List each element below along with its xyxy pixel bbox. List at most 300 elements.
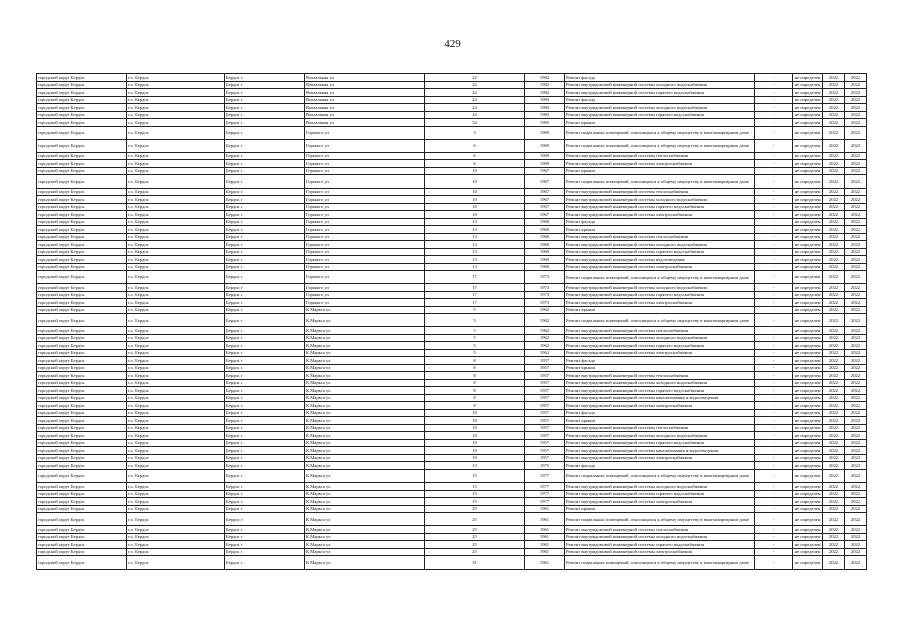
city-cell: Бердск г bbox=[225, 248, 305, 256]
house-number-cell: 3 bbox=[425, 126, 525, 139]
empty-value-cell: - bbox=[755, 248, 793, 256]
city-cell: Бердск г bbox=[225, 417, 305, 425]
condition-cell: не определен bbox=[793, 526, 823, 534]
work-type-cell: Ремонт внутридомовой инженерной системы горячего водоснабжения bbox=[565, 291, 755, 299]
municipality-cell: городской округ Бердск bbox=[37, 417, 127, 425]
empty-value-cell: - bbox=[755, 432, 793, 440]
street-cell: К.Маркса ул bbox=[305, 447, 425, 455]
end-year-cell: 2022 bbox=[845, 74, 867, 82]
work-type-cell: Ремонт подвальных помещений, относящихся к общему имуществу в многоквартирном доме bbox=[565, 175, 755, 188]
work-type-cell: Ремонт подвальных помещений, относящихся к общему имуществу в многоквартирном доме bbox=[565, 139, 755, 152]
page-number: 429 bbox=[444, 38, 461, 50]
empty-value-cell: - bbox=[755, 364, 793, 372]
municipality-cell: городской округ Бердск bbox=[37, 226, 127, 234]
house-number-cell: 13 bbox=[425, 263, 525, 271]
city-cell: Бердск г bbox=[225, 402, 305, 410]
street-cell: Горького ул bbox=[305, 139, 425, 152]
municipality-cell: городской округ Бердск bbox=[37, 104, 127, 112]
condition-cell: не определен bbox=[793, 334, 823, 342]
start-year-cell: 2022 bbox=[823, 89, 845, 97]
start-year-cell: 2022 bbox=[823, 372, 845, 380]
start-year-cell: 2022 bbox=[823, 513, 845, 526]
start-year-cell: 2022 bbox=[823, 188, 845, 196]
start-year-cell: 2022 bbox=[823, 241, 845, 249]
table-row bbox=[37, 409, 867, 417]
municipality-cell: городской округ Бердск bbox=[37, 175, 127, 188]
work-type-cell: Ремонт внутридомовой инженерной системы холодного водоснабжения bbox=[565, 284, 755, 292]
work-type-cell: Ремонт подвальных помещений, относящихся к общему имуществу в многоквартирном доме bbox=[565, 556, 755, 569]
end-year-cell: 2022 bbox=[845, 299, 867, 307]
work-type-cell: Ремонт внутридомовой инженерной системы электроснабжения bbox=[565, 402, 755, 410]
start-year-cell: 2022 bbox=[823, 462, 845, 470]
build-year-cell: 1957 bbox=[525, 364, 565, 372]
municipality-type-cell: г.о. Бердск bbox=[127, 188, 225, 196]
start-year-cell: 2022 bbox=[823, 483, 845, 491]
end-year-cell: 2022 bbox=[845, 462, 867, 470]
empty-value-cell: - bbox=[755, 483, 793, 491]
street-cell: К.Маркса ул bbox=[305, 533, 425, 541]
street-cell: Горького ул bbox=[305, 291, 425, 299]
work-type-cell: Ремонт внутридомовой инженерной системы канализования и водоотведения bbox=[565, 394, 755, 402]
condition-cell: не определен bbox=[793, 291, 823, 299]
empty-value-cell: - bbox=[755, 126, 793, 139]
city-cell: Бердск г bbox=[225, 314, 305, 327]
empty-value-cell: - bbox=[755, 89, 793, 97]
table-row bbox=[37, 263, 867, 271]
start-year-cell: 2022 bbox=[823, 454, 845, 462]
work-type-cell: Ремонт внутридомовой инженерной системы электроснабжения bbox=[565, 299, 755, 307]
street-cell: Горького ул bbox=[305, 160, 425, 168]
end-year-cell: 2022 bbox=[845, 454, 867, 462]
condition-cell: не определен bbox=[793, 387, 823, 395]
municipality-type-cell: г.о. Бердск bbox=[127, 372, 225, 380]
empty-value-cell: - bbox=[755, 299, 793, 307]
municipality-type-cell: г.о. Бердск bbox=[127, 447, 225, 455]
street-cell: К.Маркса ул bbox=[305, 372, 425, 380]
start-year-cell: 2022 bbox=[823, 271, 845, 284]
work-type-cell: Ремонт внутридомовой инженерной системы водоотведения bbox=[565, 256, 755, 264]
city-cell: Бердск г bbox=[225, 513, 305, 526]
work-type-cell: Ремонт внутридомовой инженерной системы канализования и водоотведения bbox=[565, 447, 755, 455]
municipality-type-cell: г.о. Бердск bbox=[127, 81, 225, 89]
table-row bbox=[37, 241, 867, 249]
end-year-cell: 2022 bbox=[845, 490, 867, 498]
city-cell: Бердск г bbox=[225, 81, 305, 89]
build-year-cell: 1960 bbox=[525, 263, 565, 271]
build-year-cell: 1957 bbox=[525, 357, 565, 365]
city-cell: Бердск г bbox=[225, 211, 305, 219]
municipality-type-cell: г.о. Бердск bbox=[127, 175, 225, 188]
city-cell: Бердск г bbox=[225, 541, 305, 549]
municipality-type-cell: г.о. Бердск bbox=[127, 218, 225, 226]
end-year-cell: 2022 bbox=[845, 439, 867, 447]
work-type-cell: Ремонт подвальных помещений, относящихся к общему имуществу в многоквартирном доме bbox=[565, 513, 755, 526]
work-type-cell: Ремонт внутридомовой инженерной системы холодного водоснабжения bbox=[565, 432, 755, 440]
municipality-cell: городской округ Бердск bbox=[37, 139, 127, 152]
table-row bbox=[37, 483, 867, 491]
municipality-type-cell: г.о. Бердск bbox=[127, 526, 225, 534]
table-body bbox=[37, 74, 867, 570]
house-number-cell: 10 bbox=[425, 454, 525, 462]
condition-cell: не определен bbox=[793, 74, 823, 82]
empty-value-cell: - bbox=[755, 119, 793, 127]
work-type-cell: Ремонт подвальных помещений, относящихся к общему имуществу в многоквартирном доме bbox=[565, 314, 755, 327]
end-year-cell: 2022 bbox=[845, 394, 867, 402]
work-type-cell: Ремонт внутридомовой инженерной системы горячего водоснабжения bbox=[565, 541, 755, 549]
municipality-cell: городской округ Бердск bbox=[37, 541, 127, 549]
end-year-cell: 2022 bbox=[845, 372, 867, 380]
build-year-cell: 1983 bbox=[525, 104, 565, 112]
condition-cell: не определен bbox=[793, 119, 823, 127]
work-type-cell: Ремонт подвальных помещений, относящихся к общему имуществу в многоквартирном доме bbox=[565, 126, 755, 139]
street-cell: К.Маркса ул bbox=[305, 541, 425, 549]
work-type-cell: Ремонт внутридомовой инженерной системы холодного водоснабжения bbox=[565, 104, 755, 112]
build-year-cell: 1957 bbox=[525, 409, 565, 417]
house-number-cell: 10 bbox=[425, 196, 525, 204]
end-year-cell: 2022 bbox=[845, 342, 867, 350]
build-year-cell: 1967 bbox=[525, 196, 565, 204]
municipality-cell: городской округ Бердск bbox=[37, 126, 127, 139]
street-cell: К.Маркса ул bbox=[305, 327, 425, 335]
street-cell: Горького ул bbox=[305, 263, 425, 271]
condition-cell: не определен bbox=[793, 256, 823, 264]
end-year-cell: 2022 bbox=[845, 526, 867, 534]
start-year-cell: 2022 bbox=[823, 526, 845, 534]
condition-cell: не определен bbox=[793, 160, 823, 168]
build-year-cell: 1969 bbox=[525, 152, 565, 160]
house-number-cell: 25 bbox=[425, 526, 525, 534]
condition-cell: не определен bbox=[793, 152, 823, 160]
municipality-type-cell: г.о. Бердск bbox=[127, 548, 225, 556]
start-year-cell: 2022 bbox=[823, 74, 845, 82]
build-year-cell: 1982 bbox=[525, 89, 565, 97]
house-number-cell: 10 bbox=[425, 447, 525, 455]
table-row bbox=[37, 454, 867, 462]
start-year-cell: 2022 bbox=[823, 284, 845, 292]
city-cell: Бердск г bbox=[225, 233, 305, 241]
street-cell: К.Маркса ул bbox=[305, 357, 425, 365]
street-cell: Вокзальная ул bbox=[305, 81, 425, 89]
municipality-type-cell: г.о. Бердск bbox=[127, 439, 225, 447]
municipality-cell: городской округ Бердск bbox=[37, 469, 127, 482]
city-cell: Бердск г bbox=[225, 379, 305, 387]
street-cell: Горького ул bbox=[305, 126, 425, 139]
end-year-cell: 2022 bbox=[845, 409, 867, 417]
city-cell: Бердск г bbox=[225, 432, 305, 440]
end-year-cell: 2022 bbox=[845, 126, 867, 139]
build-year-cell: 1957 bbox=[525, 447, 565, 455]
city-cell: Бердск г bbox=[225, 167, 305, 175]
street-cell: К.Маркса ул bbox=[305, 334, 425, 342]
end-year-cell: 2022 bbox=[845, 417, 867, 425]
table-row bbox=[37, 364, 867, 372]
build-year-cell: 1973 bbox=[525, 271, 565, 284]
municipality-type-cell: г.о. Бердск bbox=[127, 291, 225, 299]
table-row bbox=[37, 104, 867, 112]
municipality-cell: городской округ Бердск bbox=[37, 439, 127, 447]
end-year-cell: 2022 bbox=[845, 327, 867, 335]
work-type-cell: Ремонт внутридомовой инженерной системы теплоснабжения bbox=[565, 233, 755, 241]
empty-value-cell: - bbox=[755, 409, 793, 417]
empty-value-cell: - bbox=[755, 498, 793, 506]
work-type-cell: Ремонт фасада bbox=[565, 96, 755, 104]
house-number-cell: 10 bbox=[425, 203, 525, 211]
build-year-cell: 1961 bbox=[525, 548, 565, 556]
street-cell: Вокзальная ул bbox=[305, 111, 425, 119]
street-cell: Горького ул bbox=[305, 196, 425, 204]
municipality-cell: городской округ Бердск bbox=[37, 203, 127, 211]
street-cell: К.Маркса ул bbox=[305, 469, 425, 482]
house-number-cell: 17 bbox=[425, 271, 525, 284]
condition-cell: не определен bbox=[793, 96, 823, 104]
table-row bbox=[37, 379, 867, 387]
table-row bbox=[37, 119, 867, 127]
build-year-cell: 1957 bbox=[525, 394, 565, 402]
city-cell: Бердск г bbox=[225, 349, 305, 357]
work-type-cell: Ремонт внутридомовой инженерной системы горячего водоснабжения bbox=[565, 342, 755, 350]
start-year-cell: 2022 bbox=[823, 556, 845, 569]
work-type-cell: Ремонт внутридомовой инженерной системы горячего водоснабжения bbox=[565, 203, 755, 211]
end-year-cell: 2022 bbox=[845, 314, 867, 327]
work-type-cell: Ремонт внутридомовой инженерной системы холодного водоснабжения bbox=[565, 241, 755, 249]
condition-cell: не определен bbox=[793, 417, 823, 425]
condition-cell: не определен bbox=[793, 357, 823, 365]
build-year-cell: 1961 bbox=[525, 541, 565, 549]
condition-cell: не определен bbox=[793, 314, 823, 327]
start-year-cell: 2022 bbox=[823, 432, 845, 440]
work-type-cell: Ремонт внутридомовой инженерной системы холодного водоснабжения bbox=[565, 533, 755, 541]
municipality-cell: городской округ Бердск bbox=[37, 81, 127, 89]
condition-cell: не определен bbox=[793, 454, 823, 462]
street-cell: К.Маркса ул bbox=[305, 314, 425, 327]
house-number-cell: 5 bbox=[425, 314, 525, 327]
house-number-cell: 25 bbox=[425, 548, 525, 556]
end-year-cell: 2022 bbox=[845, 271, 867, 284]
house-number-cell: 15 bbox=[425, 498, 525, 506]
condition-cell: не определен bbox=[793, 432, 823, 440]
municipality-type-cell: г.о. Бердск bbox=[127, 256, 225, 264]
end-year-cell: 2022 bbox=[845, 188, 867, 196]
municipality-type-cell: г.о. Бердск bbox=[127, 284, 225, 292]
empty-value-cell: - bbox=[755, 218, 793, 226]
start-year-cell: 2022 bbox=[823, 196, 845, 204]
condition-cell: не определен bbox=[793, 364, 823, 372]
condition-cell: не определен bbox=[793, 379, 823, 387]
work-type-cell: Ремонт внутридомовой инженерной системы горячего водоснабжения bbox=[565, 248, 755, 256]
municipality-type-cell: г.о. Бердск bbox=[127, 248, 225, 256]
empty-value-cell: - bbox=[755, 74, 793, 82]
table-row bbox=[37, 498, 867, 506]
start-year-cell: 2022 bbox=[823, 299, 845, 307]
street-cell: Вокзальная ул bbox=[305, 119, 425, 127]
build-year-cell: 1961 bbox=[525, 556, 565, 569]
build-year-cell: 1957 bbox=[525, 424, 565, 432]
municipality-type-cell: г.о. Бердск bbox=[127, 387, 225, 395]
empty-value-cell: - bbox=[755, 526, 793, 534]
municipality-type-cell: г.о. Бердск bbox=[127, 203, 225, 211]
empty-value-cell: - bbox=[755, 424, 793, 432]
street-cell: Горького ул bbox=[305, 271, 425, 284]
build-year-cell: 1973 bbox=[525, 284, 565, 292]
build-year-cell: 1982 bbox=[525, 81, 565, 89]
house-number-cell: 13 bbox=[425, 462, 525, 470]
house-number-cell: 8 bbox=[425, 379, 525, 387]
end-year-cell: 2022 bbox=[845, 533, 867, 541]
build-year-cell: 1962 bbox=[525, 314, 565, 327]
work-type-cell: Ремонт подвальных помещений, относящихся к общему имуществу в многоквартирном доме bbox=[565, 271, 755, 284]
house-number-cell: 10 bbox=[425, 417, 525, 425]
end-year-cell: 2022 bbox=[845, 447, 867, 455]
condition-cell: не определен bbox=[793, 226, 823, 234]
start-year-cell: 2022 bbox=[823, 548, 845, 556]
municipality-type-cell: г.о. Бердск bbox=[127, 306, 225, 314]
table-row bbox=[37, 402, 867, 410]
municipality-type-cell: г.о. Бердск bbox=[127, 454, 225, 462]
municipality-cell: городской округ Бердск bbox=[37, 160, 127, 168]
condition-cell: не определен bbox=[793, 81, 823, 89]
start-year-cell: 2022 bbox=[823, 490, 845, 498]
municipality-type-cell: г.о. Бердск bbox=[127, 211, 225, 219]
street-cell: К.Маркса ул bbox=[305, 394, 425, 402]
end-year-cell: 2022 bbox=[845, 203, 867, 211]
municipality-type-cell: г.о. Бердск bbox=[127, 432, 225, 440]
municipality-type-cell: г.о. Бердск bbox=[127, 74, 225, 82]
start-year-cell: 2022 bbox=[823, 104, 845, 112]
empty-value-cell: - bbox=[755, 513, 793, 526]
house-number-cell: 22 bbox=[425, 74, 525, 82]
municipality-type-cell: г.о. Бердск bbox=[127, 357, 225, 365]
house-number-cell: 8 bbox=[425, 402, 525, 410]
house-number-cell: 15 bbox=[425, 469, 525, 482]
start-year-cell: 2022 bbox=[823, 111, 845, 119]
municipality-type-cell: г.о. Бердск bbox=[127, 96, 225, 104]
table-row bbox=[37, 327, 867, 335]
build-year-cell: 1961 bbox=[525, 505, 565, 513]
house-number-cell: 10 bbox=[425, 175, 525, 188]
municipality-type-cell: г.о. Бердск bbox=[127, 394, 225, 402]
build-year-cell: 1957 bbox=[525, 439, 565, 447]
empty-value-cell: - bbox=[755, 469, 793, 482]
street-cell: Вокзальная ул bbox=[305, 96, 425, 104]
end-year-cell: 2022 bbox=[845, 226, 867, 234]
municipality-cell: городской округ Бердск bbox=[37, 462, 127, 470]
house-number-cell: 15 bbox=[425, 483, 525, 491]
work-type-cell: Ремонт крыши bbox=[565, 119, 755, 127]
table-row bbox=[37, 233, 867, 241]
city-cell: Бердск г bbox=[225, 241, 305, 249]
empty-value-cell: - bbox=[755, 334, 793, 342]
condition-cell: не определен bbox=[793, 263, 823, 271]
empty-value-cell: - bbox=[755, 342, 793, 350]
condition-cell: не определен bbox=[793, 104, 823, 112]
city-cell: Бердск г bbox=[225, 454, 305, 462]
empty-value-cell: - bbox=[755, 306, 793, 314]
table-row bbox=[37, 372, 867, 380]
municipality-cell: городской округ Бердск bbox=[37, 218, 127, 226]
build-year-cell: 1982 bbox=[525, 74, 565, 82]
municipality-type-cell: г.о. Бердск bbox=[127, 119, 225, 127]
table-row bbox=[37, 349, 867, 357]
empty-value-cell: - bbox=[755, 394, 793, 402]
start-year-cell: 2022 bbox=[823, 402, 845, 410]
house-number-cell: 5 bbox=[425, 342, 525, 350]
table-row bbox=[37, 424, 867, 432]
build-year-cell: 1957 bbox=[525, 432, 565, 440]
house-number-cell: 15 bbox=[425, 490, 525, 498]
start-year-cell: 2022 bbox=[823, 334, 845, 342]
build-year-cell: 1977 bbox=[525, 469, 565, 482]
end-year-cell: 2022 bbox=[845, 96, 867, 104]
municipality-type-cell: г.о. Бердск bbox=[127, 409, 225, 417]
empty-value-cell: - bbox=[755, 357, 793, 365]
city-cell: Бердск г bbox=[225, 334, 305, 342]
house-number-cell: 5 bbox=[425, 327, 525, 335]
municipality-cell: городской округ Бердск bbox=[37, 256, 127, 264]
empty-value-cell: - bbox=[755, 196, 793, 204]
condition-cell: не определен bbox=[793, 533, 823, 541]
build-year-cell: 1983 bbox=[525, 111, 565, 119]
build-year-cell: 1962 bbox=[525, 349, 565, 357]
start-year-cell: 2022 bbox=[823, 387, 845, 395]
street-cell: Горького ул bbox=[305, 233, 425, 241]
municipality-cell: городской округ Бердск bbox=[37, 505, 127, 513]
start-year-cell: 2022 bbox=[823, 541, 845, 549]
build-year-cell: 1961 bbox=[525, 526, 565, 534]
table-row bbox=[37, 226, 867, 234]
house-number-cell: 13 bbox=[425, 218, 525, 226]
condition-cell: не определен bbox=[793, 139, 823, 152]
city-cell: Бердск г bbox=[225, 364, 305, 372]
build-year-cell: 1977 bbox=[525, 490, 565, 498]
city-cell: Бердск г bbox=[225, 526, 305, 534]
work-type-cell: Ремонт крыши bbox=[565, 167, 755, 175]
municipality-cell: городской округ Бердск bbox=[37, 96, 127, 104]
start-year-cell: 2022 bbox=[823, 175, 845, 188]
table-row bbox=[37, 334, 867, 342]
house-number-cell: 8 bbox=[425, 364, 525, 372]
street-cell: Горького ул bbox=[305, 175, 425, 188]
street-cell: Горького ул bbox=[305, 299, 425, 307]
city-cell: Бердск г bbox=[225, 74, 305, 82]
build-year-cell: 1962 bbox=[525, 306, 565, 314]
end-year-cell: 2022 bbox=[845, 505, 867, 513]
street-cell: К.Маркса ул bbox=[305, 505, 425, 513]
municipality-type-cell: г.о. Бердск bbox=[127, 299, 225, 307]
end-year-cell: 2022 bbox=[845, 211, 867, 219]
table-row bbox=[37, 342, 867, 350]
municipality-type-cell: г.о. Бердск bbox=[127, 152, 225, 160]
municipality-cell: городской округ Бердск bbox=[37, 334, 127, 342]
municipality-cell: городской округ Бердск bbox=[37, 349, 127, 357]
city-cell: Бердск г bbox=[225, 111, 305, 119]
city-cell: Бердск г bbox=[225, 498, 305, 506]
municipality-type-cell: г.о. Бердск bbox=[127, 241, 225, 249]
end-year-cell: 2022 bbox=[845, 387, 867, 395]
build-year-cell: 1977 bbox=[525, 498, 565, 506]
work-type-cell: Ремонт фасада bbox=[565, 357, 755, 365]
municipality-cell: городской округ Бердск bbox=[37, 498, 127, 506]
build-year-cell: 1960 bbox=[525, 226, 565, 234]
start-year-cell: 2022 bbox=[823, 439, 845, 447]
municipality-type-cell: г.о. Бердск bbox=[127, 160, 225, 168]
work-type-cell: Ремонт внутридомовой инженерной системы электроснабжения bbox=[565, 454, 755, 462]
street-cell: К.Маркса ул bbox=[305, 432, 425, 440]
work-type-cell: Ремонт внутридомовой инженерной системы электроснабжения bbox=[565, 349, 755, 357]
table-row bbox=[37, 513, 867, 526]
city-cell: Бердск г bbox=[225, 263, 305, 271]
build-year-cell: 1960 bbox=[525, 233, 565, 241]
condition-cell: не определен bbox=[793, 284, 823, 292]
